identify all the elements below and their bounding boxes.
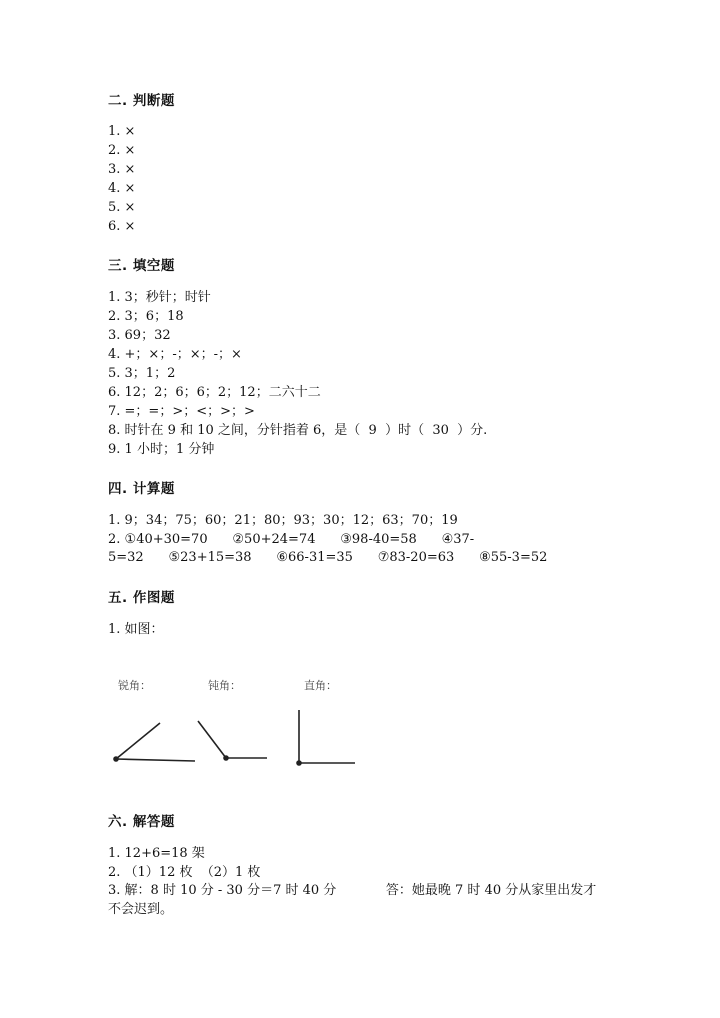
answer-line: 1. 12+6=18 架 <box>108 846 205 861</box>
answer-line: 3. × <box>108 162 136 177</box>
angle-drawing-figure <box>100 668 380 778</box>
answer-line: 9. 1 小时；1 分钟 <box>108 442 215 457</box>
section-title-word-problems: 六. 解答题 <box>108 814 175 830</box>
answer-line: 8. 时针在 9 和 10 之间，分针指着 6，是（ 9 ）时（ 30 ）分. <box>108 423 488 438</box>
section-title-true-false: 二. 判断题 <box>108 93 175 109</box>
acute-angle-label: 锐角： <box>118 679 151 692</box>
answer-line: 不会迟到。 <box>108 902 174 917</box>
answer-line: 6. 12；2；6；6；2；12；二六十二 <box>108 385 321 400</box>
answer-line: 5. × <box>108 200 136 215</box>
answer-line: 2. × <box>108 143 136 158</box>
answer-line: 1. × <box>108 124 136 139</box>
answer-line: 1. 3；秒针；时针 <box>108 290 211 305</box>
acute-angle-icon <box>114 723 195 761</box>
section-title-drawing: 五. 作图题 <box>108 590 175 606</box>
answer-line: 7. =；=；>；<；>；> <box>108 404 255 419</box>
obtuse-angle-icon <box>198 721 267 760</box>
right-angle-label: 直角： <box>304 679 337 692</box>
answer-line: 4. × <box>108 181 136 196</box>
answer-line: 3. 解：8 时 10 分 - 30 分＝7 时 40 分 答：她最晚 7 时 40 分从家里出发才 <box>108 883 597 898</box>
answer-line: 2. ①40+30=70 ②50+24=74 ③98-40=58 ④37- <box>108 532 475 547</box>
answer-line: 3. 69；32 <box>108 328 171 343</box>
obtuse-angle-label: 钝角： <box>208 679 241 692</box>
answer-line: 2. （1）12 枚 （2）1 枚 <box>108 865 261 880</box>
answer-line: 1. 9；34；75；60；21；80；93；30；12；63；70；19 <box>108 513 458 528</box>
section-title-fill-blank: 三. 填空题 <box>108 258 175 274</box>
answer-line: 6. × <box>108 219 136 234</box>
answer-line: 2. 3；6；18 <box>108 309 184 324</box>
answer-line: 1. 如图： <box>108 622 164 637</box>
answer-line: 5. 3；1；2 <box>108 366 176 381</box>
angle-sketches <box>100 668 380 778</box>
answer-line: 4. +；×；-；×；-；× <box>108 347 242 362</box>
right-angle-icon <box>297 710 355 765</box>
section-title-calculation: 四. 计算题 <box>108 481 175 497</box>
answer-line: 5=32 ⑤23+15=38 ⑥66-31=35 ⑦83-20=63 ⑧55-3=52 <box>108 550 548 565</box>
